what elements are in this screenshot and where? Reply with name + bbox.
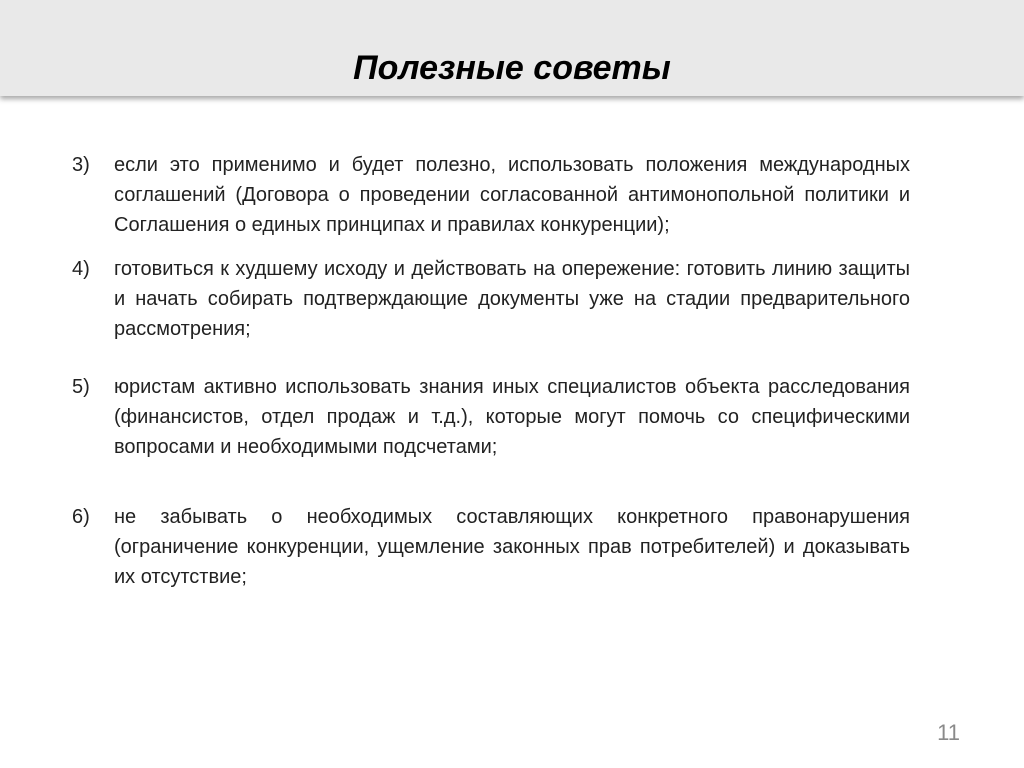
list-item-number: 4) (72, 258, 90, 280)
advice-list (72, 150, 910, 592)
list-item-number: 3) (72, 154, 90, 176)
slide-header (0, 0, 1024, 96)
list-item-text: юристам активно использовать знания иных специалистов объекта расследования (финансистов, отдел продаж и т.д.), которые могут помочь со специфическими вопросами и необходимыми подсчетами; (114, 376, 910, 458)
page-number: 11 (937, 720, 960, 745)
list-item-text: если это применимо и будет полезно, использовать положения международных соглашений (Договора о проведении согласованной антимонопольной политики и Соглашения о единых принципах и правилах конкуренции); (114, 154, 910, 236)
list-item (72, 150, 910, 240)
slide-title: Полезные советы (353, 49, 671, 87)
list-item (72, 254, 910, 344)
list-item-number: 6) (72, 506, 90, 528)
list-item (72, 372, 910, 462)
list-item-number: 5) (72, 376, 90, 398)
list-item-text: готовиться к худшему исходу и действовать на опережение: готовить линию защиты и начать собирать подтверждающие документы уже на стадии предварительного рассмотрения; (114, 258, 910, 340)
list-item (72, 502, 910, 592)
list-item-text: не забывать о необходимых составляющих конкретного правонарушения (ограничение конкуренции, ущемление законных прав потребителей) и доказывать их отсутствие; (114, 506, 910, 588)
